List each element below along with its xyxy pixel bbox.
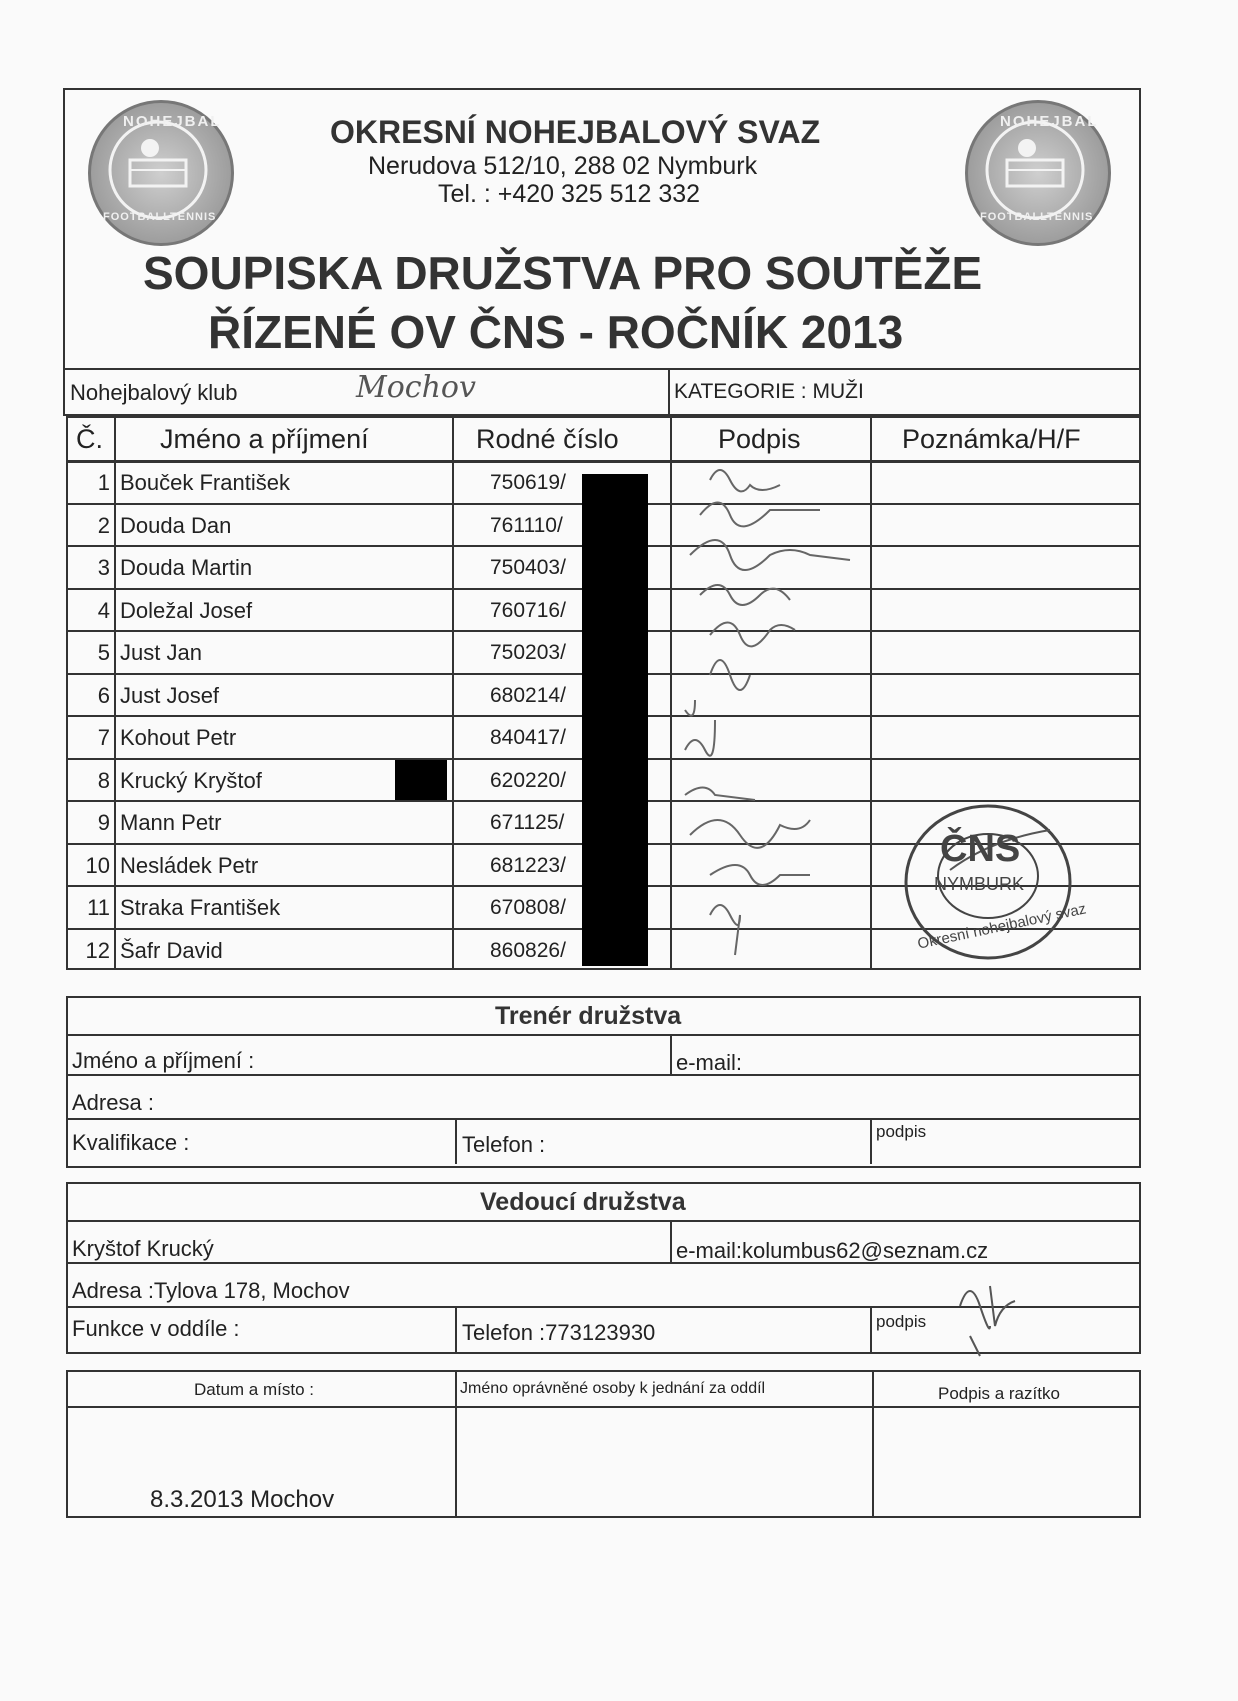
footer-divider-1 (455, 1370, 457, 1518)
table-row-number: 12 (85, 937, 110, 963)
manager-divider-email (670, 1220, 672, 1262)
table-row-number: 11 (87, 895, 110, 920)
coach-email-label: e-mail: (676, 1050, 743, 1075)
club-label: Nohejbalový klub (70, 380, 238, 405)
manager-function-label: Funkce v oddíle : (72, 1316, 240, 1341)
manager-line-2 (66, 1262, 1141, 1264)
table-header-note: Poznámka/H/F (902, 424, 1081, 454)
table-row-number: 10 (85, 852, 110, 878)
table-row-birth-number: 761110/ (490, 513, 563, 537)
manager-name: Kryštof Krucký (72, 1236, 214, 1261)
manager-divider-signature (870, 1306, 872, 1352)
coach-phone-label: Telefon : (462, 1132, 546, 1157)
stamp-ring-text: Okresní nohejbalový svaz (916, 900, 1088, 953)
table-row-birth-number: 671125/ (490, 811, 565, 834)
manager-section-title: Vedoucí družstva (480, 1188, 686, 1216)
manager-signature-label: podpis (876, 1312, 927, 1331)
footer-line (66, 1406, 1141, 1408)
coach-divider-phone (455, 1118, 457, 1164)
table-row-birth-number: 860826/ (490, 938, 566, 962)
table-header-name: Jméno a příjmení (160, 424, 369, 454)
manager-address: Adresa :Tylova 178, Mochov (72, 1278, 350, 1303)
coach-qualification-label: Kvalifikace : (72, 1130, 190, 1155)
table-header-signature: Podpis (718, 424, 801, 454)
table-row-number: 7 (97, 725, 110, 750)
table-row-name: Mann Petr (120, 810, 222, 835)
manager-signature (950, 1276, 1030, 1366)
emblem-right-text-top: NOHEJBAL (1000, 113, 1099, 130)
document-title-line2: ŘÍZENÉ OV ČNS - ROČNÍK 2013 (208, 306, 904, 358)
table-row-birth-number: 750403/ (490, 556, 566, 579)
table-row-number: 6 (97, 682, 110, 708)
emblem-left-text-bottom: FOOTBALLTENNIS (103, 211, 217, 223)
coach-name-label: Jméno a příjmení : (72, 1048, 255, 1073)
emblem-left-icon (88, 100, 234, 246)
footer-authorized-label: Jméno oprávněné osoby k jednání za oddíl (460, 1380, 766, 1397)
table-header-birth-number: Rodné číslo (476, 424, 619, 454)
org-phone: Tel. : +420 325 512 332 (438, 180, 701, 208)
table-row-name: Straka František (120, 895, 281, 920)
table-row-name: Just Jan (120, 640, 202, 665)
emblem-right-icon (965, 100, 1111, 246)
club-row-divider (668, 368, 670, 416)
table-row-number: 3 (97, 555, 110, 580)
stamp-middle-text: NYMBURK (934, 874, 1025, 894)
manager-phone: Telefon :773123930 (462, 1320, 656, 1345)
coach-divider-signature (870, 1118, 872, 1164)
table-row-number: 2 (97, 512, 110, 538)
table-row-birth-number: 670808/ (490, 896, 566, 919)
coach-line-1 (66, 1034, 1141, 1036)
coach-line-3 (66, 1118, 1141, 1120)
redaction-bar (582, 474, 648, 966)
club-name-handwritten: Mochov (356, 370, 476, 405)
table-row-number: 9 (97, 810, 110, 835)
table-row-birth-number: 681223/ (490, 853, 566, 877)
table-row-birth-number: 750203/ (490, 641, 566, 664)
table-row-number: 4 (97, 597, 110, 623)
manager-email: e-mail:kolumbus62@seznam.cz (676, 1238, 989, 1263)
table-row-name: Nesládek Petr (120, 852, 259, 878)
table-row-name: Douda Dan (120, 512, 232, 538)
category-label: KATEGORIE : MUŽI (674, 380, 864, 403)
footer-date-place-label: Datum a místo : (194, 1380, 314, 1399)
coach-address-label: Adresa : (72, 1090, 154, 1115)
table-row-name: Krucký Kryštof (120, 767, 262, 793)
table-row-birth-number: 840417/ (490, 726, 566, 749)
org-name: OKRESNÍ NOHEJBALOVÝ SVAZ (330, 114, 821, 150)
org-address: Nerudova 512/10, 288 02 Nymburk (368, 152, 758, 180)
coach-line-2 (66, 1074, 1141, 1076)
table-row-number: 5 (97, 640, 110, 665)
table-row-birth-number: 750619/ (490, 471, 566, 494)
table-row-name: Kohout Petr (120, 725, 237, 750)
table-row-name: Doležal Josef (120, 597, 253, 623)
table-row-number: 8 (97, 767, 110, 793)
footer-divider-2 (872, 1370, 874, 1518)
table-row-birth-number: 680214/ (490, 683, 566, 707)
coach-divider-email (670, 1034, 672, 1074)
coach-section-title: Trenér družstva (495, 1002, 682, 1030)
table-row-name: Douda Martin (120, 555, 253, 580)
table-row-name: Just Josef (120, 682, 220, 708)
emblem-left-text-top: NOHEJBAL (123, 113, 222, 130)
redaction-bar-small (395, 760, 447, 800)
document-title-line1: SOUPISKA DRUŽSTVA PRO SOUTĚŽE (143, 247, 983, 299)
stamp-top-text: ČNS (940, 828, 1021, 870)
manager-divider-phone (455, 1306, 457, 1352)
table-row-name: Šafr David (120, 937, 223, 963)
table-header-number: Č. (76, 424, 103, 454)
table-row-number: 1 (97, 470, 110, 495)
coach-signature-label: podpis (876, 1122, 927, 1141)
footer-date-place-value: 8.3.2013 Mochov (150, 1486, 335, 1513)
footer-sign-stamp-label: Podpis a razítko (938, 1384, 1060, 1403)
emblem-right-text-bottom: FOOTBALLTENNIS (980, 211, 1094, 223)
club-stamp (900, 800, 1088, 960)
table-row-birth-number: 760716/ (490, 598, 566, 622)
table-row-name: Bouček František (120, 470, 290, 495)
table-header-bottom-line (66, 460, 1141, 463)
table-row-birth-number: 620220/ (490, 768, 566, 792)
manager-line-1 (66, 1220, 1141, 1222)
player-signatures (670, 460, 930, 980)
